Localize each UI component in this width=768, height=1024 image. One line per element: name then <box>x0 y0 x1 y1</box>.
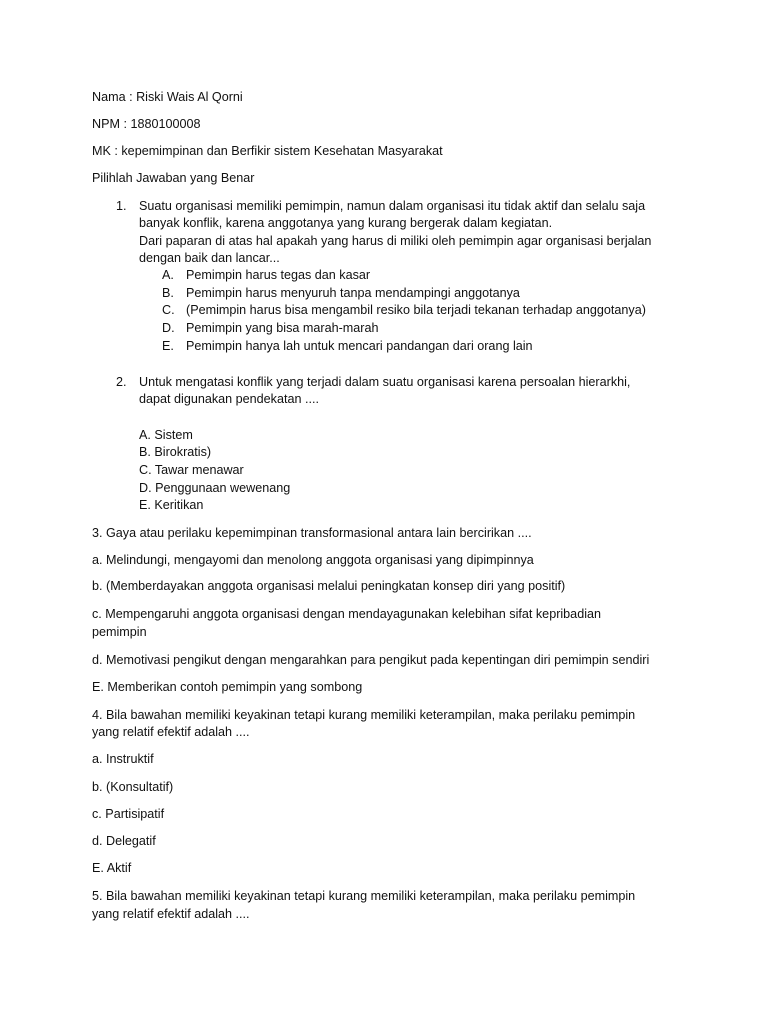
q1-option-a-letter: A. <box>162 268 174 282</box>
q4-option-e: E. Aktif <box>92 861 132 875</box>
q1-text-line-3: Dari paparan di atas hal apakah yang harus di miliki oleh pemimpin agar organisasi berjalan <box>139 234 652 248</box>
q3-option-d: d. Memotivasi pengikut dengan mengarahkan para pengikut pada kepentingan diri pemimpin sendiri <box>92 653 650 667</box>
q3-question: 3. Gaya atau perilaku kepemimpinan transformasional antara lain bercirikan .... <box>92 526 532 540</box>
q4-question-line-1: 4. Bila bawahan memiliki keyakinan tetapi kurang memiliki keterampilan, maka perilaku pemimpin <box>92 708 636 722</box>
q4-option-c: c. Partisipatif <box>92 807 165 821</box>
q1-option-b-letter: B. <box>162 286 174 300</box>
q3-option-c-line-2: pemimpin <box>92 625 147 639</box>
q1-option-e: Pemimpin hanya lah untuk mencari pandangan dari orang lain <box>186 339 533 353</box>
q4-option-a: a. Instruktif <box>92 752 154 766</box>
q1-text-line-4: dengan baik dan lancar... <box>139 251 280 265</box>
student-name: Nama : Riski Wais Al Qorni <box>92 90 243 104</box>
q1-text-line-1: Suatu organisasi memiliki pemimpin, namun dalam organisasi itu tidak aktif dan selalu saja <box>139 199 646 213</box>
q2-text-line-1: Untuk mengatasi konflik yang terjadi dalam suatu organisasi karena persoalan hierarkhi, <box>139 375 631 389</box>
q2-option-d: D. Penggunaan wewenang <box>139 481 291 495</box>
q4-option-b: b. (Konsultatif) <box>92 780 174 794</box>
q4-question-line-2: yang relatif efektif adalah .... <box>92 725 250 739</box>
q2-option-b: B. Birokratis) <box>139 445 212 459</box>
q1-option-c-letter: C. <box>162 303 175 317</box>
q4-option-d: d. Delegatif <box>92 834 156 848</box>
q1-option-d: Pemimpin yang bisa marah-marah <box>186 321 379 335</box>
q3-option-c-line-1: c. Mempengaruhi anggota organisasi dengan mendayagunakan kelebihan sifat kepribadian <box>92 607 602 621</box>
q1-option-c: (Pemimpin harus bisa mengambil resiko bila terjadi tekanan terhadap anggotanya) <box>186 303 646 317</box>
q2-option-c: C. Tawar menawar <box>139 463 244 477</box>
q1-number: 1. <box>116 199 127 213</box>
instruction: Pilihlah Jawaban yang Benar <box>92 171 255 185</box>
q2-number: 2. <box>116 375 127 389</box>
q3-option-a: a. Melindungi, mengayomi dan menolong anggota organisasi yang dipimpinnya <box>92 553 534 567</box>
course-title: MK : kepemimpinan dan Berfikir sistem Kesehatan Masyarakat <box>92 144 443 158</box>
q5-question-line-1: 5. Bila bawahan memiliki keyakinan tetapi kurang memiliki keterampilan, maka perilaku pemimpin <box>92 889 636 903</box>
q1-option-e-letter: E. <box>162 339 174 353</box>
q3-option-e: E. Memberikan contoh pemimpin yang sombong <box>92 680 363 694</box>
q3-option-b: b. (Memberdayakan anggota organisasi melalui peningkatan konsep diri yang positif) <box>92 579 566 593</box>
q1-option-a: Pemimpin harus tegas dan kasar <box>186 268 371 282</box>
student-npm: NPM : 1880100008 <box>92 117 201 131</box>
q1-option-b: Pemimpin harus menyuruh tanpa mendampingi anggotanya <box>186 286 520 300</box>
q1-text-line-2: banyak konflik, karena anggotanya yang kurang bergerak dalam kegiatan. <box>139 216 553 230</box>
q2-option-e: E. Keritikan <box>139 498 204 512</box>
q2-text-line-2: dapat digunakan pendekatan .... <box>139 392 319 406</box>
q2-option-a: A. Sistem <box>139 428 193 442</box>
q5-question-line-2: yang relatif efektif adalah .... <box>92 907 250 921</box>
q1-option-d-letter: D. <box>162 321 175 335</box>
